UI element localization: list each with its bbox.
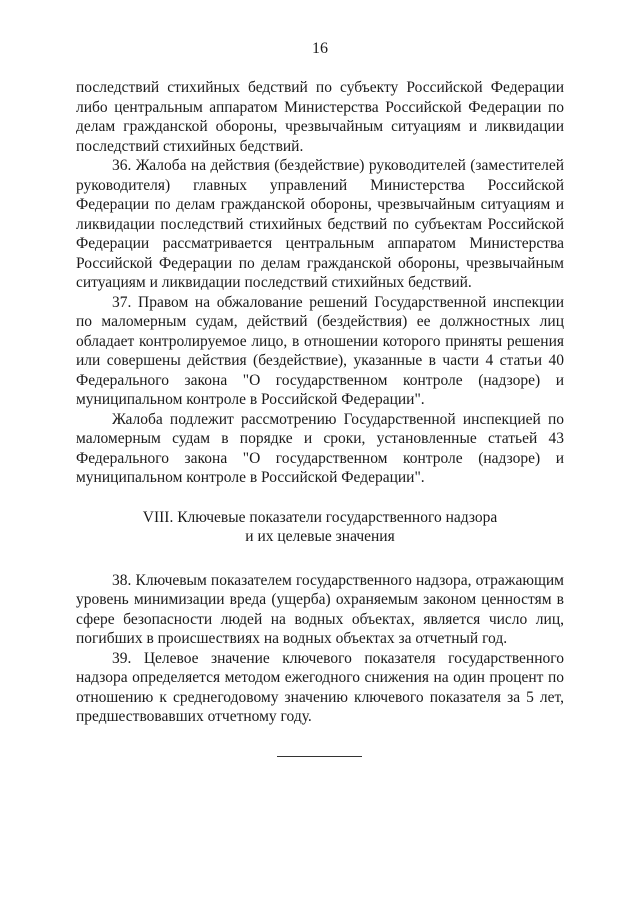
document-body xyxy=(76,78,564,727)
section-heading-line1: VIII. Ключевые показатели государственного надзора xyxy=(142,508,498,526)
section-heading xyxy=(76,508,564,547)
paragraph-38: 38. Ключевым показателем государственного надзора, отражающим уровень минимизации вреда (ущерба) охраняемым законом ценностям в сфере безопасности людей на водных объектах, является число лиц, погибших в происшествиях на водных объектах за отчетный год. xyxy=(76,571,564,647)
paragraph-37: 37. Правом на обжалование решений Государственной инспекции по маломерным судам, действий (бездействия) ее должностных лиц обладает контролируемое лицо, в отношении которого приняты решения или совершены действия (бездействие), указанные в части 4 статьи 40 Федерального закона "О государственном контроле (надзоре) и муниципальном контроле в Российской Федерации". xyxy=(76,293,564,408)
end-divider xyxy=(277,756,362,757)
section-heading-line2: и их целевые значения xyxy=(245,528,395,545)
paragraph-37-complaint: Жалоба подлежит рассмотрению Государственной инспекцией по маломерным судам в порядке и сроки, установленные статьей 43 Федерального закона "О государственном контроле (надзоре) и муниципальном контроле в Российской Федерации". xyxy=(76,410,564,486)
page-number: 16 xyxy=(312,40,328,57)
paragraph-36: 36. Жалоба на действия (бездействие) руководителей (заместителей руководителя) главных управлений Министерства Российской Федерации по делам гражданской обороны, чрезвычайным ситуациям и ликвидации последствий стихийных бедствий по субъектам Российской Федерации рассматривается центральным аппаратом Министерства Российской Федерации по делам гражданской обороны, чрезвычайным ситуациям и ликвидации последствий стихийных бедствий. xyxy=(76,157,564,291)
paragraph-continuation: последствий стихийных бедствий по субъекту Российской Федерации либо центральным аппаратом Министерства Российской Федерации по делам гражданской обороны, чрезвычайным ситуациям и ликвидации последствий стихийных бедствий. xyxy=(76,79,564,155)
paragraph-39: 39. Целевое значение ключевого показателя государственного надзора определяется методом ежегодного снижения на один процент по отношению к среднегодовому значению ключевого показателя за 5 лет, предшествовавших отчетному году. xyxy=(76,649,564,725)
